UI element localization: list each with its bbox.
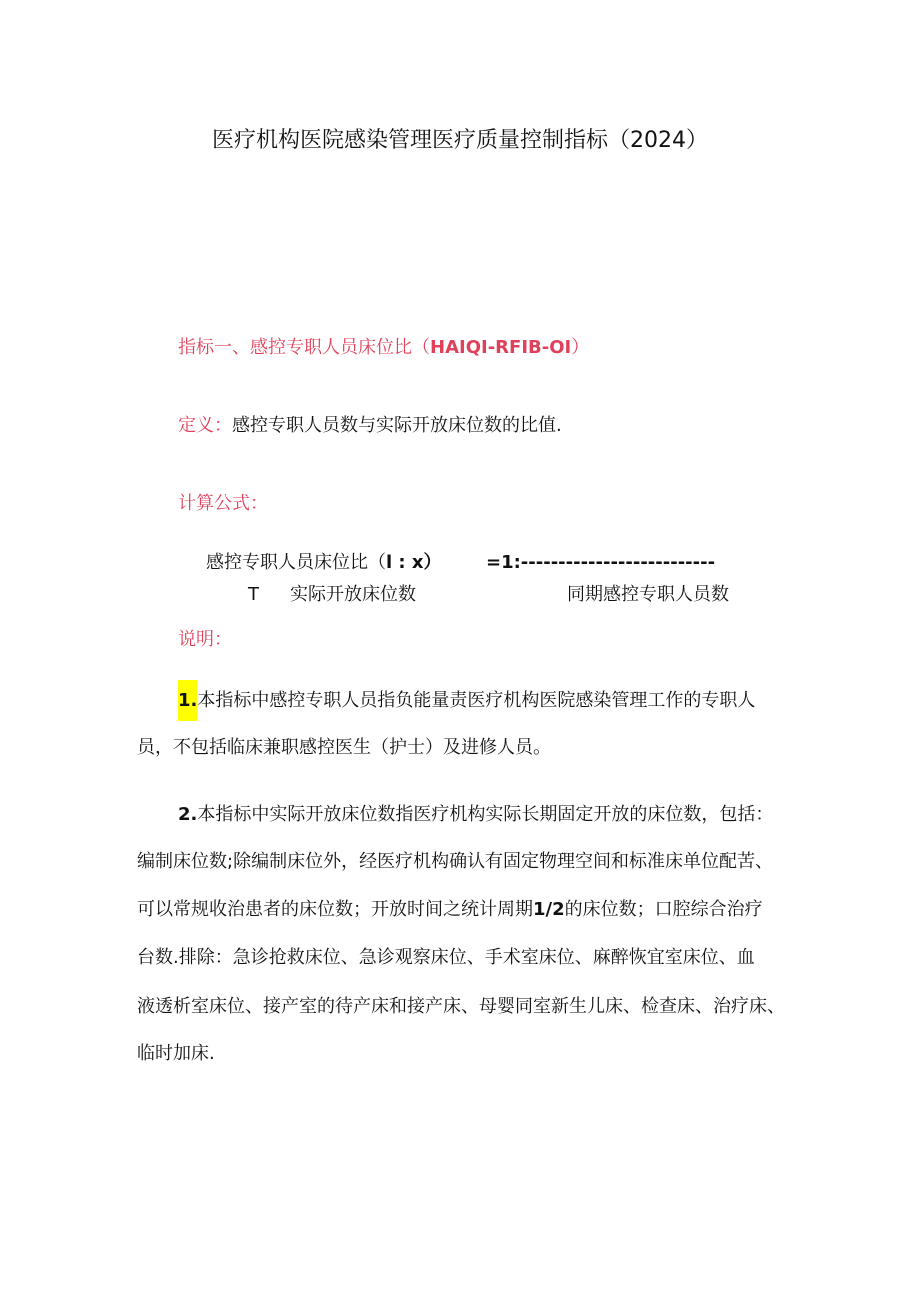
formula-paren: ） bbox=[423, 552, 442, 573]
note2-line4: 台数.排除：急诊抢救床位、急诊观察床位、手术室床位、麻醉恢宜室床位、血 bbox=[137, 947, 755, 968]
formula-t: T bbox=[248, 584, 259, 605]
formula-denominator: 同期感控专职人员数 bbox=[567, 584, 729, 605]
note2-line2: 编制床位数;除编制床位外，经医疗机构确认有固定物理空间和标准床单位配苦、 bbox=[137, 851, 774, 872]
notes-label: 说明： bbox=[178, 629, 232, 650]
definition-text: 感控专职人员数与实际开放床位数的比值. bbox=[232, 415, 562, 436]
document-title: 医疗机构医院感染管理医疗质量控制指标（2024） bbox=[212, 128, 708, 153]
formula-ratio: l : x bbox=[386, 552, 424, 573]
formula-equals: =1:-------------------------- bbox=[486, 552, 716, 573]
note1-text: 本指标中感控专职人员指负能量责医疗机构医院感染管理工作的专职人 bbox=[197, 690, 756, 711]
note2-line1 bbox=[178, 803, 773, 827]
note1-line2: 员，不包括临床兼职感控医生（护士）及进修人员。 bbox=[137, 737, 551, 758]
note2-line6: 临时加床. bbox=[137, 1043, 215, 1064]
formula-lhs bbox=[206, 551, 442, 575]
note2-text: 本指标中实际开放床位数指医疗机构实际长期固定开放的床位数，包括： bbox=[197, 804, 774, 825]
note2-fraction: 1/2 bbox=[533, 899, 565, 920]
note2-line3 bbox=[137, 898, 763, 922]
heading-paren: ） bbox=[571, 337, 590, 358]
note2-number: 2. bbox=[178, 804, 198, 825]
definition-label: 定义： bbox=[178, 415, 232, 436]
definition bbox=[178, 414, 562, 438]
note2-line5: 液透析室床位、接产室的待产床和接产床、母婴同室新生儿床、检查床、治疗床、 bbox=[137, 996, 785, 1017]
note1-line1 bbox=[178, 689, 755, 713]
note2-line3-c: 的床位数；口腔综合治疗 bbox=[564, 899, 763, 920]
heading-code: HAIQI-RFIB-OI bbox=[430, 337, 572, 358]
note2-line3-a: 可以常规收治患者的床位数；开放时间之统计周期 bbox=[137, 899, 533, 920]
heading-text: 指标一、感控专职人员床位比（ bbox=[178, 337, 430, 358]
formula-numerator: 实际开放床位数 bbox=[290, 584, 416, 605]
note1-number: 1. bbox=[178, 680, 197, 721]
formula-lhs-text: 感控专职人员床位比（ bbox=[206, 552, 386, 573]
formula-label: 计算公式： bbox=[178, 493, 268, 514]
indicator-heading bbox=[178, 336, 589, 360]
